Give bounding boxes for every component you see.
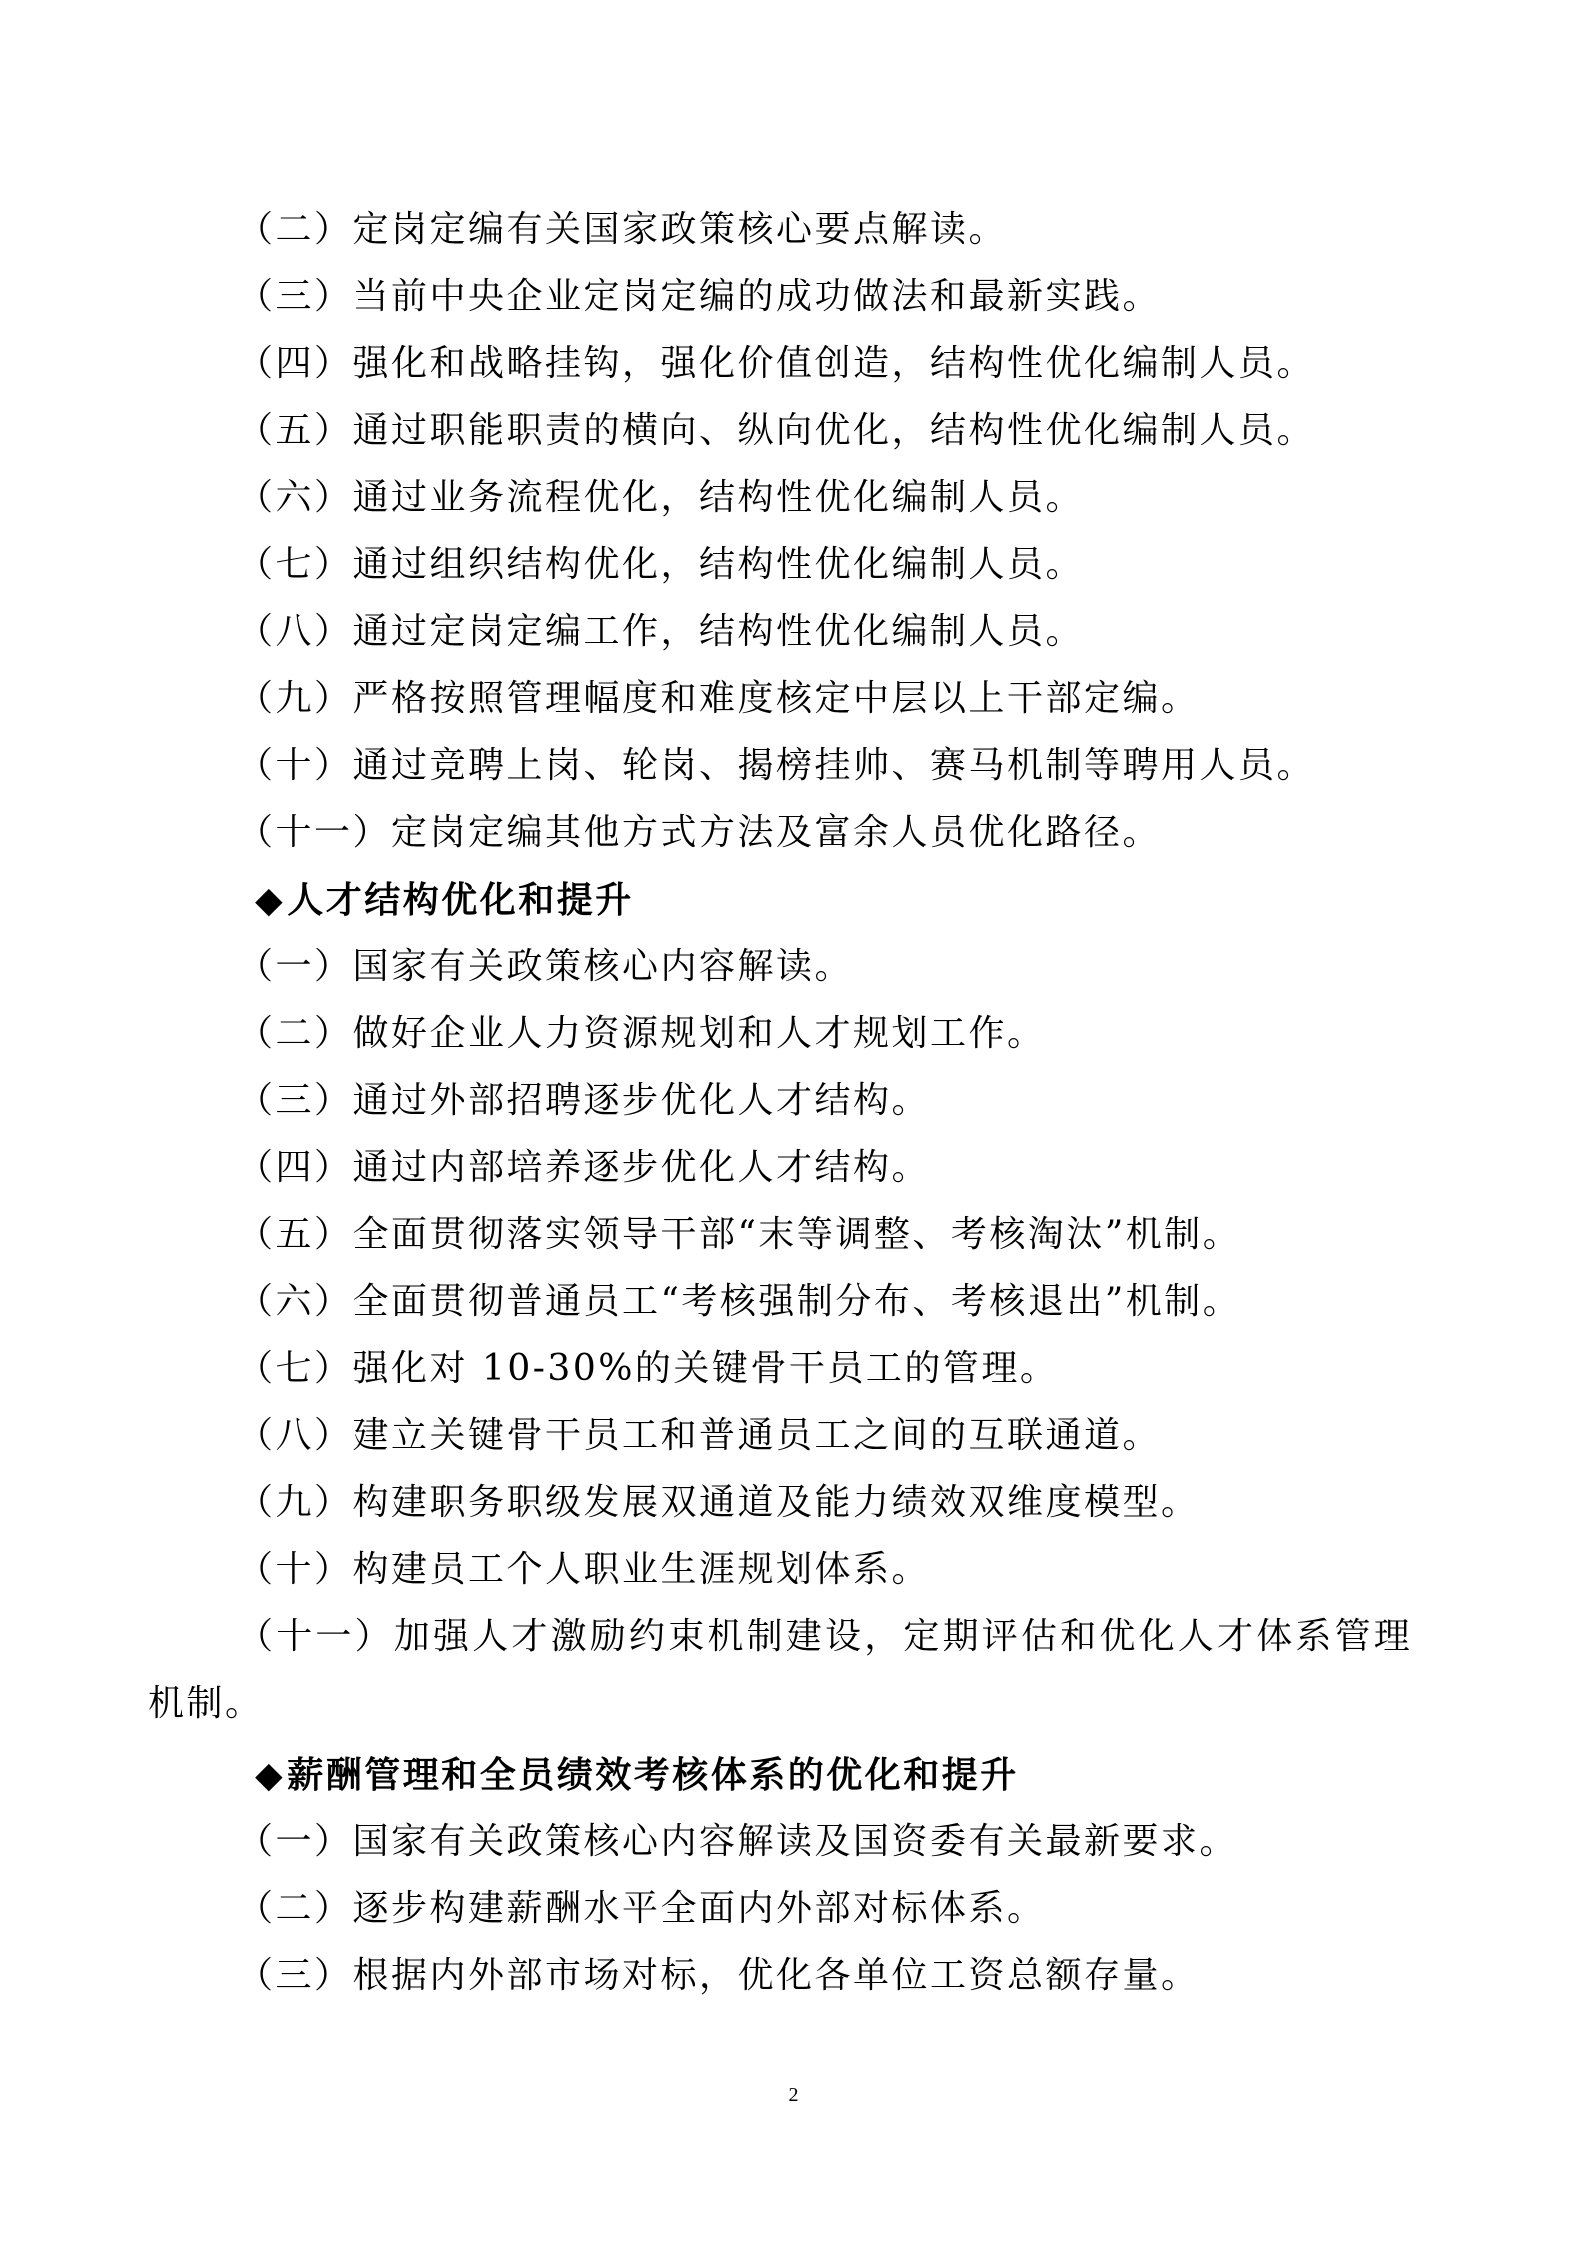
list-item: （二）逐步构建薪酬水平全面内外部对标体系。 [237,1888,1046,1929]
list-item: （五）全面贯彻落实领导干部“末等调整、考核淘汰”机制。 [237,1214,1242,1255]
section-title: 薪酬管理和全员绩效考核体系的优化和提升 [287,1754,1019,1796]
list-item: （九）严格按照管理幅度和难度核定中层以上干部定编。 [237,678,1200,719]
section-title: 人才结构优化和提升 [287,879,634,921]
list-item: （四）强化和战略挂钩，强化价值创造，结构性优化编制人员。 [237,343,1316,384]
list-item: （三）根据内外部市场对标，优化各单位工资总额存量。 [237,1955,1200,1996]
list-item: （二）定岗定编有关国家政策核心要点解读。 [237,209,1008,250]
list-item-wrapped-line-1: （十一）加强人才激励约束机制建设，定期评估和优化人才体系管理 [237,1616,1414,1657]
list-item: （四）通过内部培养逐步优化人才结构。 [237,1147,931,1188]
list-item: （三）通过外部招聘逐步优化人才结构。 [237,1080,931,1121]
list-item: （十）构建员工个人职业生涯规划体系。 [237,1549,931,1590]
list-item: （十一）定岗定编其他方式方法及富余人员优化路径。 [237,812,1162,853]
list-item-wrapped-line-2: 机制。 [148,1683,264,1724]
page-number: 2 [788,2084,799,2106]
list-item: （七）强化对 10-30%的关键骨干员工的管理。 [237,1348,1059,1389]
section-heading-talent-structure [255,878,634,922]
list-item: （一）国家有关政策核心内容解读。 [237,946,854,987]
list-item: （二）做好企业人力资源规划和人才规划工作。 [237,1013,1046,1054]
list-item: （九）构建职务职级发展双通道及能力绩效双维度模型。 [237,1482,1200,1523]
diamond-bullet-icon: ◆ [255,879,286,921]
list-item: （五）通过职能职责的横向、纵向优化，结构性优化编制人员。 [237,410,1316,451]
section-heading-compensation [255,1753,1019,1797]
list-item: （三）当前中央企业定岗定编的成功做法和最新实践。 [237,276,1162,317]
list-item: （八）建立关键骨干员工和普通员工之间的互联通道。 [237,1415,1162,1456]
list-item: （一）国家有关政策核心内容解读及国资委有关最新要求。 [237,1821,1239,1862]
list-item: （八）通过定岗定编工作，结构性优化编制人员。 [237,611,1085,652]
list-item: （六）通过业务流程优化，结构性优化编制人员。 [237,477,1085,518]
diamond-bullet-icon: ◆ [255,1754,286,1796]
list-item: （七）通过组织结构优化，结构性优化编制人员。 [237,544,1085,585]
list-item: （六）全面贯彻普通员工“考核强制分布、考核退出”机制。 [237,1281,1242,1322]
list-item: （十）通过竞聘上岗、轮岗、揭榜挂帅、赛马机制等聘用人员。 [237,745,1316,786]
